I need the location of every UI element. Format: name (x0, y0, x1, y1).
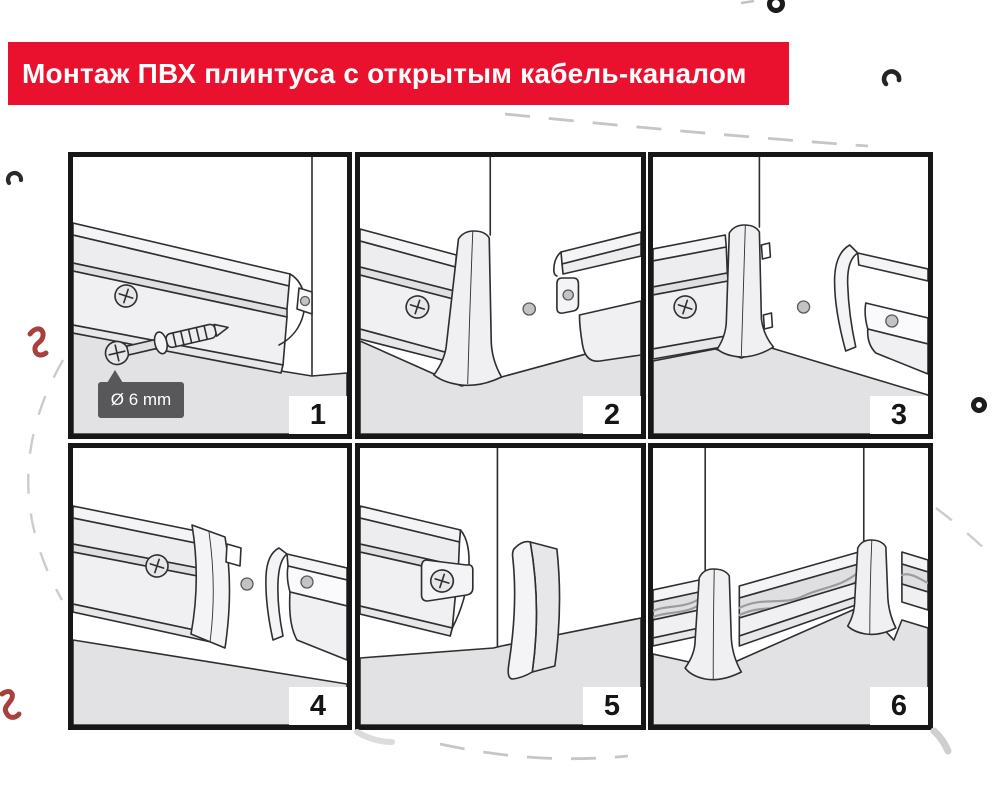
wall-anchor-dot (241, 578, 253, 590)
step-panel-4 (68, 443, 352, 730)
comma-mark-icon-right (884, 71, 899, 84)
dash-mark-top (741, 1, 754, 3)
step-4-illustration (73, 448, 347, 725)
wall-anchor-dot (523, 303, 535, 315)
comma-mark-icon-left (8, 173, 21, 183)
wall-anchor-dot (798, 301, 810, 313)
dashed-curve-bottom (440, 744, 628, 759)
step-number: 4 (309, 689, 327, 722)
dashed-arc-left (28, 360, 63, 600)
squiggle-red-icon-bottom (2, 692, 19, 718)
clip-screw-dot (563, 290, 573, 300)
dashed-curve-top (505, 114, 868, 146)
shadow-swoosh-right (934, 731, 948, 751)
step-number-plate (289, 396, 347, 434)
step-number: 5 (603, 689, 621, 722)
step-2-illustration (360, 157, 641, 434)
step-number-plate (583, 396, 641, 434)
wall-anchor-dot (301, 297, 310, 306)
step-panel-6 (648, 443, 933, 730)
step-panel-3 (648, 152, 933, 439)
dashed-curve-right (936, 508, 996, 560)
step-number-plate (870, 687, 928, 725)
step-number-plate (583, 687, 641, 725)
diameter-label (98, 382, 184, 418)
squiggle-red-icon-left (30, 329, 46, 355)
clip-screw-dot (886, 315, 898, 327)
shadow-swoosh-mid (357, 732, 392, 742)
step-number: 3 (890, 398, 908, 431)
page-title: Монтаж ПВХ плинтуса с открытым кабель-каналом (22, 57, 747, 89)
dot-ring-icon-top (770, 0, 783, 11)
dot-ring-icon-right (974, 400, 985, 411)
step-6-illustration (653, 448, 928, 725)
step-number: 6 (890, 689, 908, 722)
title-banner (8, 42, 789, 105)
step-3-illustration (653, 157, 928, 434)
diameter-label-text: Ø 6 mm (110, 390, 172, 409)
step-number: 2 (603, 398, 621, 431)
step-panel-1 (68, 152, 352, 439)
step-number-plate (289, 687, 347, 725)
step-number: 1 (309, 398, 327, 431)
clip-screw-dot (301, 576, 313, 588)
step-panel-2 (355, 152, 646, 439)
step-5-illustration (360, 448, 641, 725)
step-panel-5 (355, 443, 646, 730)
step-number-plate (870, 396, 928, 434)
